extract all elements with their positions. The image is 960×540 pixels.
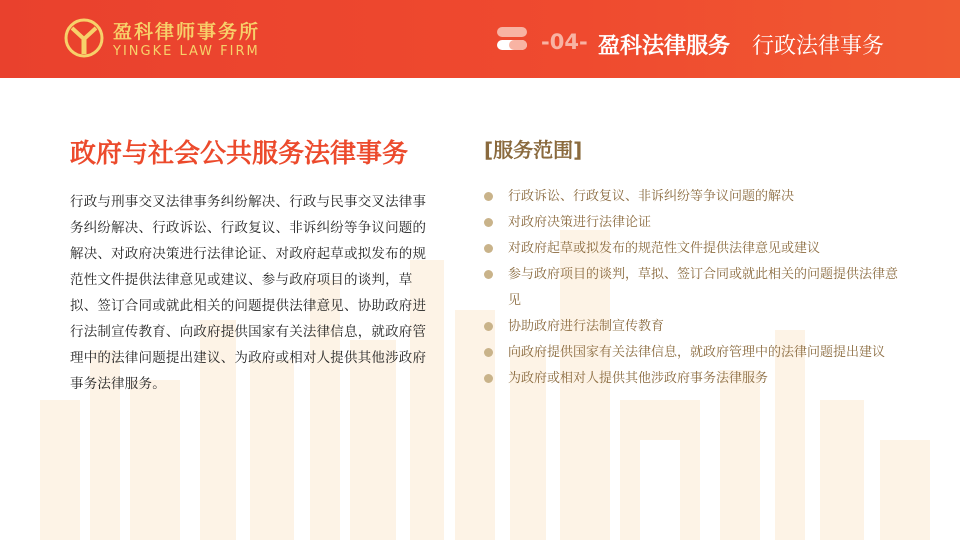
bullet-icon (484, 348, 493, 357)
list-item-text: 对政府起草或拟发布的规范性文件提供法律意见或建议 (508, 241, 821, 256)
list-item-text: 为政府或相对人提供其他涉政府事务法律服务 (508, 371, 769, 386)
list-item (484, 314, 904, 340)
list-item (484, 210, 904, 236)
bullet-icon (484, 374, 493, 383)
bullet-icon (484, 218, 493, 227)
brand-name-cn: 盈科律师事务所 (113, 21, 261, 43)
bullet-icon (484, 270, 493, 279)
scope-list (484, 184, 904, 392)
list-item-text: 向政府提供国家有关法律信息，就政府管理中的法律问题提出建议 (508, 345, 886, 360)
bullet-icon (484, 244, 493, 253)
scope-heading: [服务范围] (484, 138, 583, 162)
page-title: 政府与社会公共服务法律事务 (70, 139, 409, 169)
section-icon (495, 23, 531, 59)
list-item (484, 366, 904, 392)
description-paragraph: 行政与刑事交叉法律事务纠纷解决、行政与民事交叉法律事务纠纷解决、行政诉讼、行政复议、非诉纠纷等争议问题的解决、对政府决策进行法律论证、对政府起草或拟发布的规范性文件提供法律意见或建议、参与政府项目的谈判，草拟、签订合同或就此相关的问题提供法律意见、协助政府进行法制宣传教育、向政府提供国家有关法律信息，就政府管理中的法律问题提出建议、为政府或相对人提供其他涉政府事务法律服务。 (70, 194, 427, 392)
yingke-logo-icon (64, 18, 104, 58)
list-item (484, 236, 904, 262)
list-item (484, 340, 904, 366)
list-item-text: 参与政府项目的谈判，草拟、签订合同或就此相关的问题提供法律意见 (508, 267, 899, 308)
header-bar (0, 0, 960, 78)
bullet-icon (484, 192, 493, 201)
section-number: -04- (541, 30, 588, 54)
list-item (484, 262, 904, 314)
section-subtitle: 行政法律事务 (752, 34, 885, 59)
brand-name-en: YINGKE LAW FIRM (113, 44, 260, 59)
list-item-text: 行政诉讼、行政复议、非诉纠纷等争议问题的解决 (508, 189, 795, 204)
list-item (484, 184, 904, 210)
bullet-icon (484, 322, 493, 331)
section-title: 盈科法律服务 (598, 34, 731, 59)
list-item-text: 对政府决策进行法律论证 (508, 215, 652, 230)
list-item-text: 协助政府进行法制宣传教育 (508, 319, 665, 334)
